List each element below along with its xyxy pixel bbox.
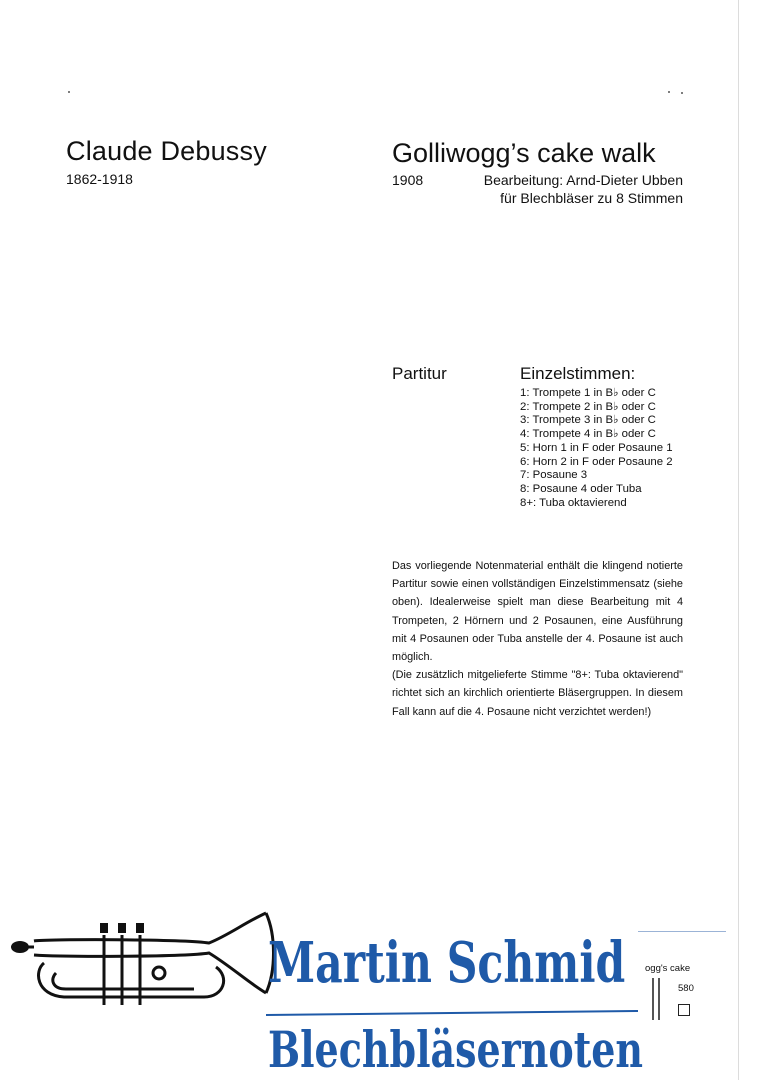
part-item: 1: Trompete 1 in B♭ oder C — [520, 387, 656, 399]
composer-years: 1862-1918 — [66, 171, 133, 187]
part-item: 4: Trompete 4 in B♭ oder C — [520, 428, 656, 441]
part-item: 8: Posaune 4 oder Tuba — [520, 482, 642, 495]
brand-divider — [266, 1009, 638, 1017]
score-label: Partitur — [392, 364, 447, 383]
brand-name: Martin Schmid — [268, 930, 626, 996]
part-item: 6: Horn 2 in F oder Posaune 2 — [520, 455, 673, 468]
part-item: 3: Trompete 3 in B♭ oder C — [520, 414, 656, 427]
description-text — [392, 557, 683, 721]
thumbnail-edge — [652, 978, 660, 1020]
banner-rule — [638, 931, 726, 932]
part-item: 7: Posaune 3 — [520, 469, 588, 482]
part-item: 8+: Tuba oktavierend — [520, 496, 627, 509]
thumbnail-checkbox[interactable] — [678, 1004, 690, 1016]
scan-speck — [68, 91, 70, 93]
parts-list — [520, 387, 673, 510]
parts-heading: Einzelstimmen: — [520, 364, 636, 383]
part-item: 5: Horn 1 in F oder Posaune 1 — [520, 441, 673, 454]
thumbnail-number: 580 — [678, 983, 694, 994]
description-paragraph: (Die zusätzlich mitgelieferte Stimme "8+: Tuba oktavierend" richtet sich an kirchlich orientierte Bläsergruppen. In diesem Fall kann auf die 4. Posaune nicht verzichtet werden!) — [392, 669, 683, 718]
trumpet-icon — [4, 905, 284, 1015]
scan-speck — [681, 92, 683, 94]
brand-tagline: Blechbläsernoten — [268, 1020, 644, 1079]
arrangement-credit: Bearbeitung: Arnd-Dieter Ubben — [483, 172, 683, 188]
description-paragraph: Das vorliegende Notenmaterial enthält die klingend notierte Partitur sowie einen vollständigen Einzelstimmensatz (siehe oben). Idealerweise spielt man diese Bearbeitung mit 4 Trompeten, 2 Hörnern und 2 Posaunen, eine Ausführung mit 4 Posaunen oder Tuba anstelle der 4. Posaune ist auch möglich. — [392, 560, 683, 664]
composition-year: 1908 — [392, 172, 424, 188]
thumbnail-title: ogg's cake — [645, 963, 691, 974]
part-item: 2: Trompete 2 in B♭ oder C — [520, 400, 656, 413]
instrumentation-note: für Blechbläser zu 8 Stimmen — [500, 190, 683, 206]
composer-name: Claude Debussy — [66, 136, 267, 166]
scan-speck — [668, 91, 670, 93]
sheet-edge — [738, 0, 739, 1080]
piece-title: Golliwogg’s cake walk — [392, 138, 656, 168]
